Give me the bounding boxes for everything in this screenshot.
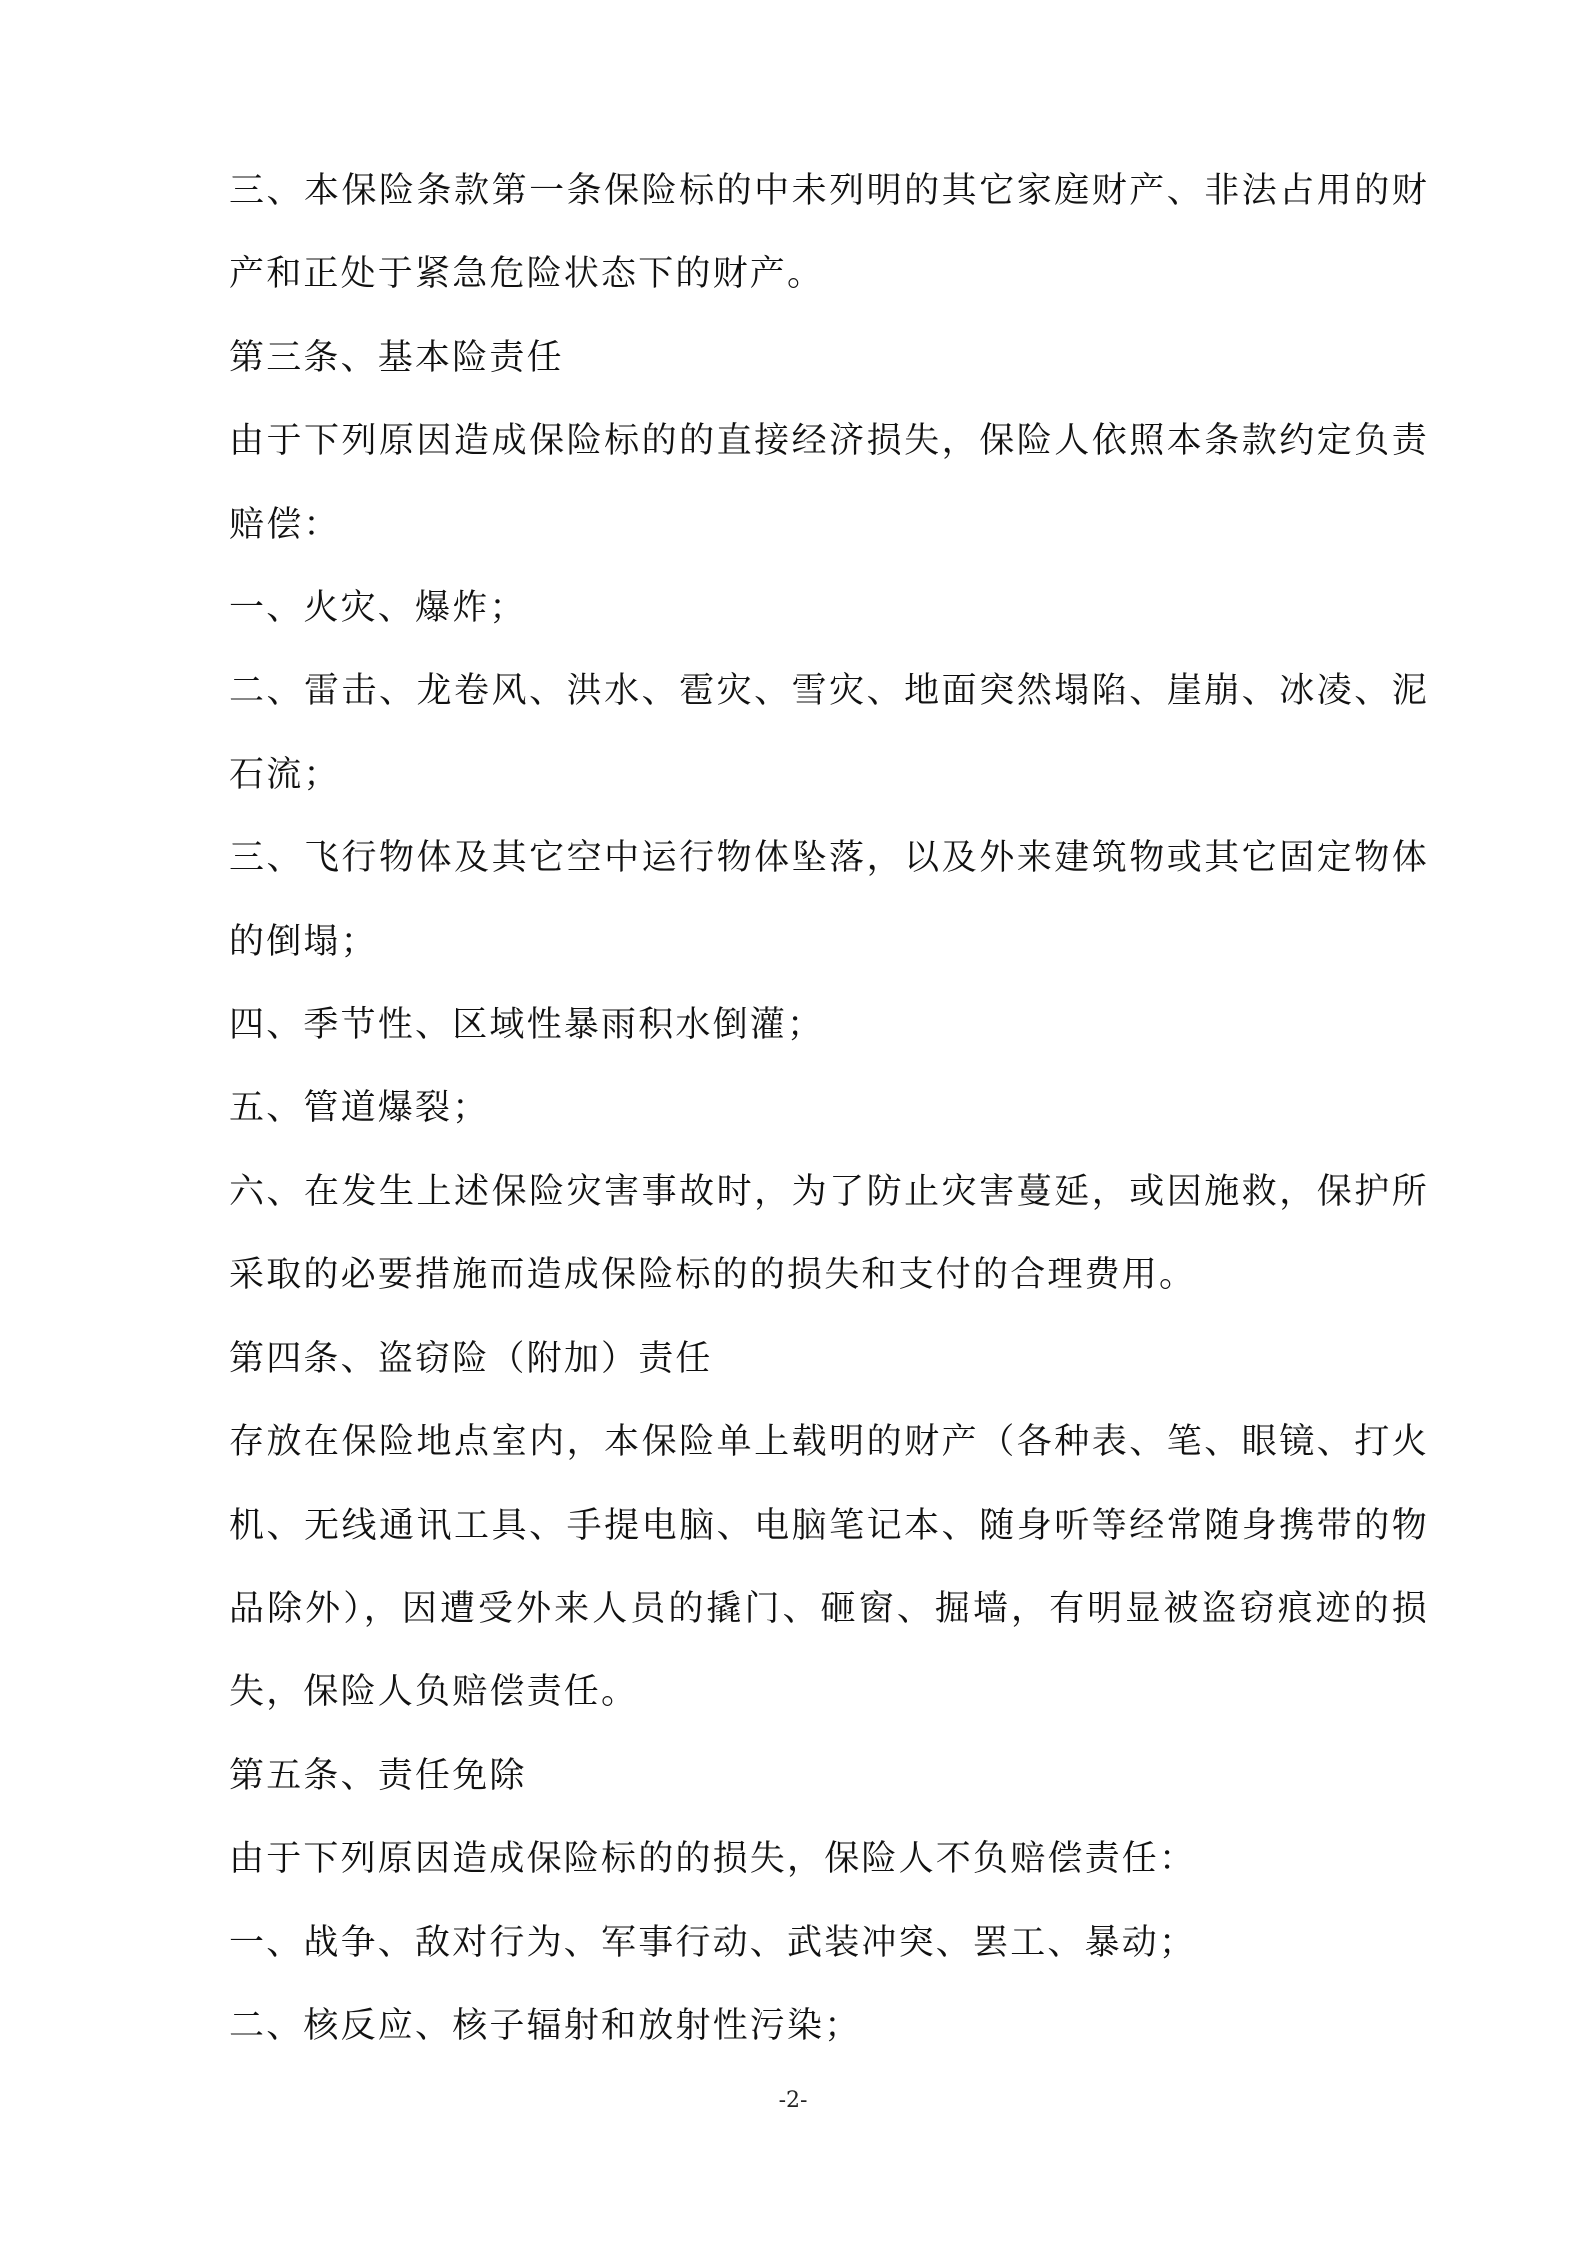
list-item: 六、在发生上述保险灾害事故时，为了防止灾害蔓延，或因施救，保护所采取的必要措施而造成保险标的的损失和支付的合理费用。 — [229, 1171, 1429, 1296]
paragraph: 三、本保险条款第一条保险标的中未列明的其它家庭财产、非法占用的财产和正处于紧急危险状态下的财产。 — [229, 171, 1429, 295]
page-number: -2- — [778, 2088, 808, 2113]
list-item: 四、季节性、区域性暴雨积水倒灌； — [229, 1005, 825, 1046]
list-item: 三、飞行物体及其它空中运行物体坠落，以及外来建筑物或其它固定物体的倒塌； — [229, 838, 1429, 962]
list-item: 二、雷击、龙卷风、洪水、雹灾、雪灾、地面突然塌陷、崖崩、冰凌、泥石流； — [229, 671, 1429, 795]
paragraph: 由于下列原因造成保险标的的直接经济损失，保险人依照本条款约定负责赔偿： — [229, 421, 1429, 545]
list-item: 一、火灾、爆炸； — [229, 588, 527, 629]
section-heading: 第三条、基本险责任 — [229, 337, 564, 378]
list-item: 一、战争、敌对行为、军事行动、武装冲突、罢工、暴动； — [229, 1922, 1197, 1963]
section-heading: 第四条、盗窃险（附加）责任 — [229, 1338, 713, 1379]
paragraph: 由于下列原因造成保险标的的损失，保险人不负赔偿责任： — [229, 1839, 1197, 1880]
document-body — [229, 150, 1429, 2068]
list-item: 二、核反应、核子辐射和放射性污染； — [229, 2005, 862, 2046]
paragraph: 存放在保险地点室内，本保险单上载明的财产（各种表、笔、眼镜、打火机、无线通讯工具、手提电脑、电脑笔记本、随身听等经常随身携带的物品除外），因遭受外来人员的撬门、砸窗、掘墙，有明显被盗窃痕迹的损失，保险人负赔偿责任。 — [229, 1422, 1429, 1713]
section-heading: 第五条、责任免除 — [229, 1755, 527, 1796]
list-item: 五、管道爆裂； — [229, 1088, 490, 1129]
